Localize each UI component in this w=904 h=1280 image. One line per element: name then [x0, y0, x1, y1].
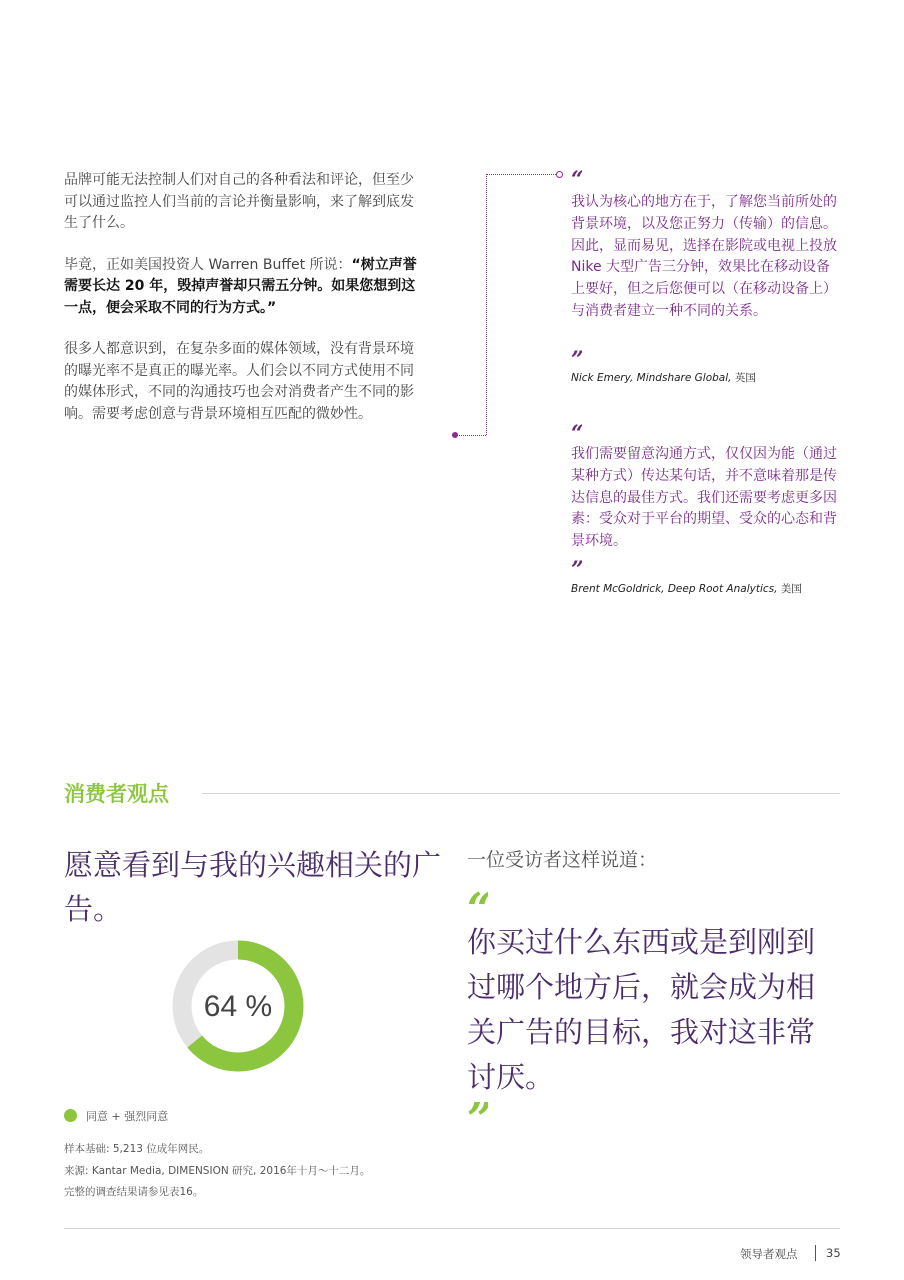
buffett-quote: “树立声誉需要长达 20 年，毁掉声誉却只需五分钟。如果您想到这一点，便会采取不同的行为方式。”	[64, 256, 417, 316]
quote-close-mark: ”	[571, 560, 582, 576]
attribution-author: Nick Emery, Mindshare Global,	[571, 372, 732, 384]
note-source: 来源: Kantar Media, DIMENSION 研究, 2016年十月～十二月。	[64, 1164, 371, 1177]
page-number: 35	[826, 1246, 841, 1260]
quote-open-mark: “	[571, 424, 582, 440]
attribution-author: Brent McGoldrick, Deep Root Analytics,	[571, 583, 778, 595]
buffett-intro: 毕竟，正如美国投资人 Warren Buffet 所说：	[64, 256, 352, 273]
section-title: 消费者观点	[64, 782, 169, 806]
footer-section-label: 领导者观点	[740, 1247, 798, 1261]
legend-label: 同意 + 强烈同意	[86, 1110, 169, 1123]
connector-filled-dot	[452, 432, 458, 438]
note-sample: 样本基础: 5,213 位成年网民。	[64, 1143, 210, 1155]
note-full-results: 完整的调查结果请参见表16。	[64, 1186, 204, 1198]
paragraph-buffett	[64, 255, 424, 320]
connector-line-bottom	[456, 435, 486, 436]
quote-text-mcgoldrick: 我们需要留意沟通方式，仅仅因为能（通过某种方式）传达某句话，并不意味着那是传达信息的最佳方式。我们还需要考虑更多因素：受众对于平台的期望、受众的心态和背景环境。	[571, 446, 837, 550]
attribution-country: 英国	[734, 372, 756, 384]
connector-line-top	[486, 174, 558, 175]
quote-text-emery: 我认为核心的地方在于，了解您当前所处的背景环境，以及您正努力（传输）的信息。因此，显而易见，选择在影院或电视上投放 Nike 大型广告三分钟，效果比在移动设备上要好，但之后您便可以（在移动设备上）与消费者建立一种不同的关系。	[571, 194, 837, 319]
quote-open-mark: “	[571, 170, 582, 186]
footer-separator	[815, 1245, 816, 1261]
quote-attribution-emery	[571, 370, 756, 385]
respondent-intro: 一位受访者这样说道：	[467, 849, 658, 871]
connector-open-dot	[556, 171, 563, 178]
paragraph-media-context: 很多人都意识到，在复杂多面的媒体领域，没有背景环境的曝光率不是真正的曝光率。人们会以不同方式使用不同的媒体形式，不同的沟通技巧也会对消费者产生不同的影响。需要考虑创意与背景环境相互匹配的微妙性。	[64, 341, 414, 422]
stat-heading: 愿意看到与我的兴趣相关的广告。	[64, 848, 442, 926]
attribution-country: 美国	[780, 583, 802, 595]
respondent-open-mark: “	[467, 890, 489, 918]
donut-percent-label: 64 %	[203, 990, 273, 1023]
section-divider	[202, 793, 840, 794]
connector-line-vertical	[486, 174, 487, 435]
quote-attribution-mcgoldrick	[571, 581, 802, 596]
body-text-column	[64, 170, 424, 445]
legend-swatch	[64, 1109, 77, 1122]
source-notes	[64, 1139, 370, 1204]
quote-close-mark: ”	[571, 350, 582, 366]
donut-chart	[172, 940, 304, 1072]
footer-divider	[64, 1228, 840, 1229]
paragraph-brand-monitoring: 品牌可能无法控制人们对自己的各种看法和评论，但至少可以通过监控人们当前的言论并衡量影响，来了解到底发生了什么。	[64, 172, 414, 231]
respondent-close-mark: ”	[467, 1100, 489, 1128]
respondent-quote: 你买过什么东西或是到刚到过哪个地方后，就会成为相关广告的目标，我对这非常讨厌。	[467, 925, 816, 1094]
